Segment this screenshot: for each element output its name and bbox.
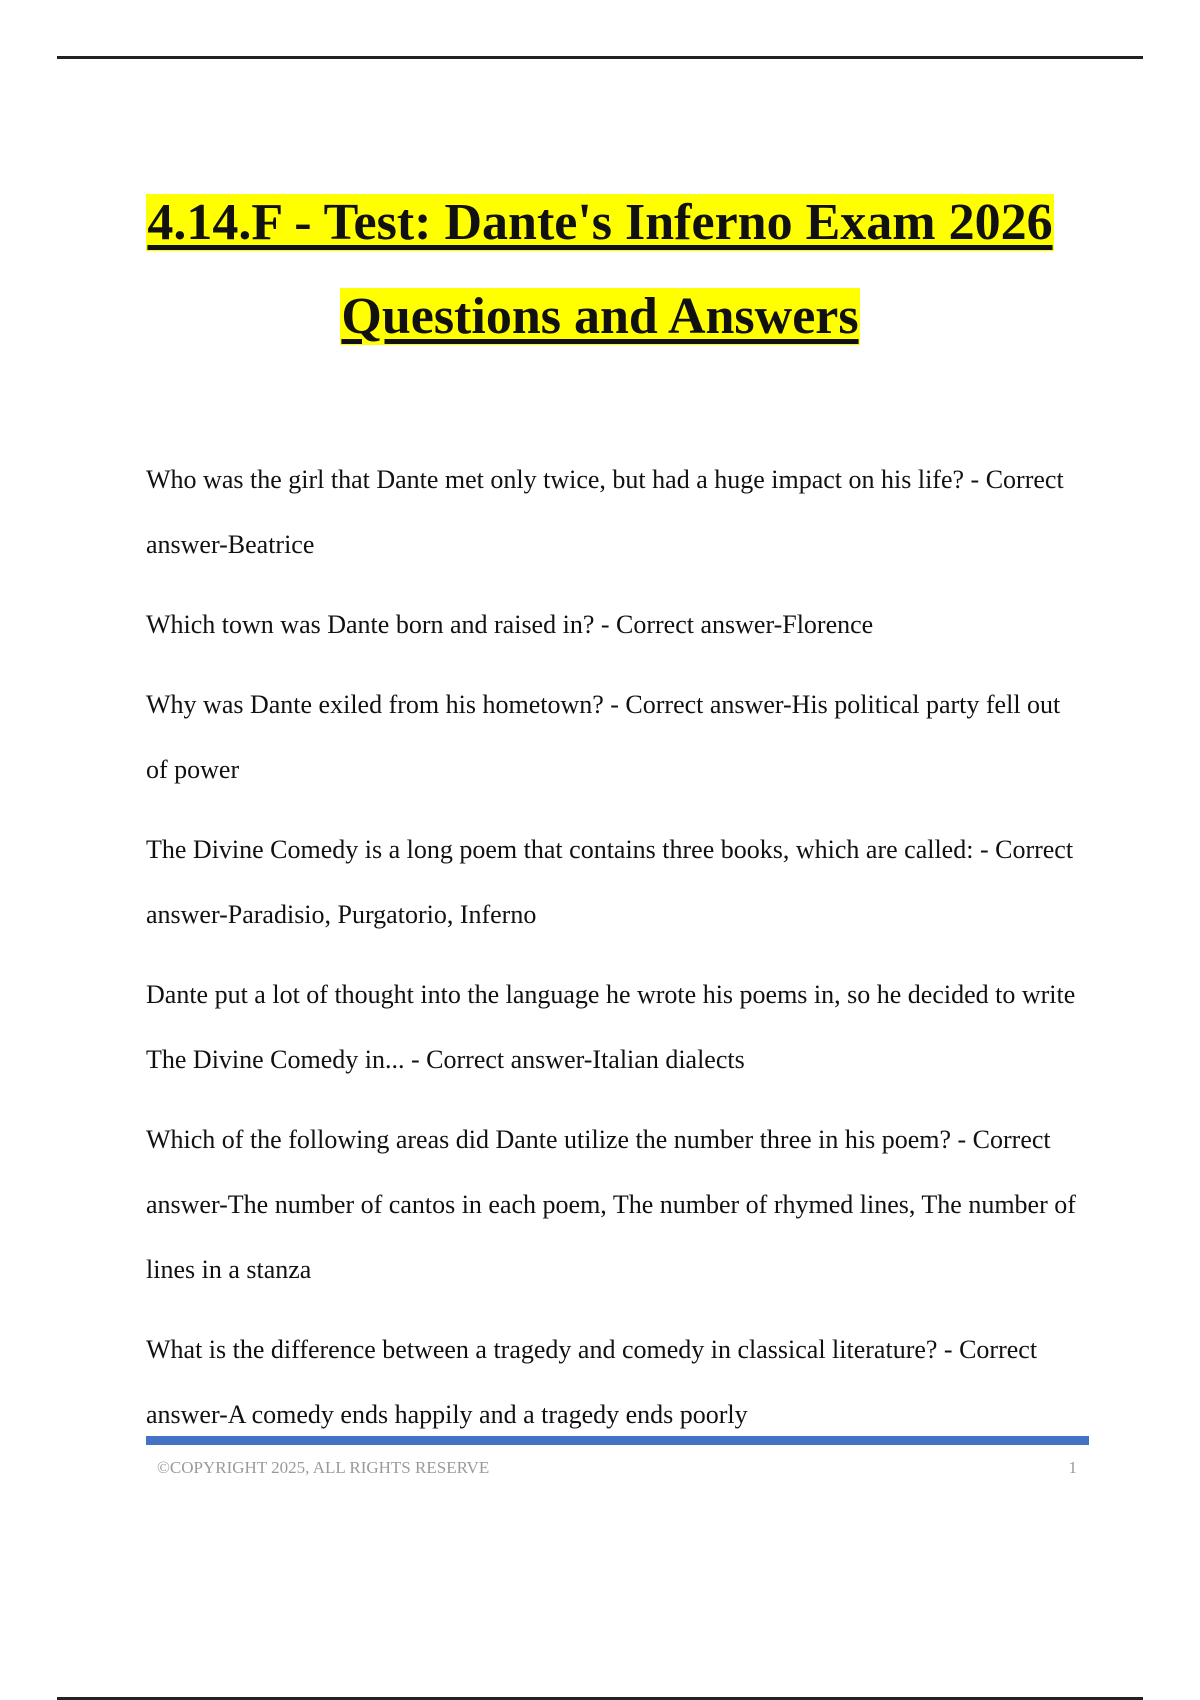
document-title: [0, 176, 1200, 364]
page-footer: [157, 1458, 1077, 1478]
qa-item: The Divine Comedy is a long poem that contains three books, which are called: - Correct answer-Paradisio, Purgatorio, Inferno: [146, 835, 1074, 929]
title-line-1: 4.14.F - Test: Dante's Inferno Exam 2026: [147, 194, 1053, 251]
qa-item: Dante put a lot of thought into the language he wrote his poems in, so he decided to write The Divine Comedy in... - Correct answer-Italian dialects: [146, 980, 1076, 1074]
qa-item: What is the difference between a tragedy and comedy in classical literature? - Correct answer-A comedy ends happily and a tragedy ends poorly: [146, 1335, 1038, 1429]
qa-item: Which of the following areas did Dante utilize the number three in his poem? - Correct answer-The number of cantos in each poem, The number of rhymed lines, The number of lines in a stanza: [146, 1125, 1076, 1284]
top-rule: [57, 56, 1143, 59]
title-line-2: Questions and Answers: [341, 288, 859, 345]
qa-item: Why was Dante exiled from his hometown? - Correct answer-His political party fell out of power: [146, 690, 1061, 784]
qa-item: Which town was Dante born and raised in? - Correct answer-Florence: [146, 610, 874, 639]
copyright-text: ©COPYRIGHT 2025, ALL RIGHTS RESERVE: [157, 1458, 490, 1477]
page-number: 1: [1068, 1458, 1077, 1477]
qa-item: Who was the girl that Dante met only twice, but had a huge impact on his life? - Correct answer-Beatrice: [146, 465, 1064, 559]
qa-list: [146, 447, 1086, 1462]
footer-bar: [146, 1436, 1089, 1445]
